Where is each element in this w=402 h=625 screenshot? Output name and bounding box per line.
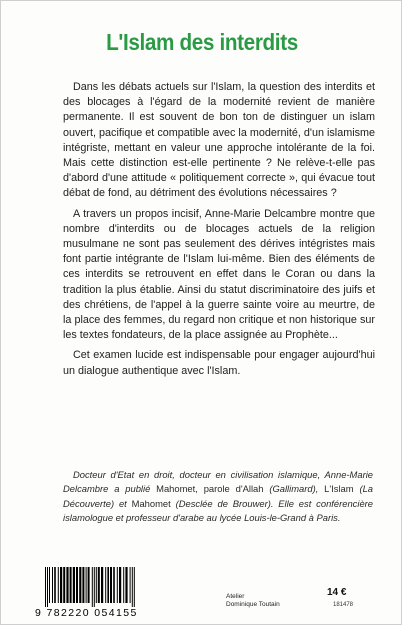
barcode-bar [76,567,78,603]
barcode-bar [79,567,81,603]
blurb [63,80,375,384]
bio-text-3: (La Découverte) et [63,483,373,509]
barcode-bar [70,567,72,603]
book-code: 181478 [333,602,354,608]
blurb-paragraph-2: A travers un propos incisif, Anne-Marie Delcambre montre que nombre d'interdits ou de blocages actuels de la religion musulmane ne sont pas seulement des dérives intégristes mais font partie intégrante de l'Islam lui-même. Bien des éléments de ces interdits se retrouvent en effet dans le Coran ou dans la tradition la plus établie. Ainsi du statut discriminatoire des juifs et des chrétiens, de l'appel à la guerre sainte voire au meurtre, de la place des femmes, du regard non critique et non historique sur les textes fondateurs, de la place assignée au Prophète... [63,207,375,342]
bio-text-1: Docteur d'Etat en droit, docteur en civilisation islamique, Anne-Marie Delcambre a publié [63,469,373,495]
barcode-bar [63,567,65,603]
publisher-line-2: Dominique Toutain [226,601,280,608]
barcode-bar [110,567,112,603]
barcode-bar [54,567,56,603]
barcode-bar [86,567,87,603]
author-bio [63,468,373,526]
barcode-bar [101,567,103,603]
barcode-bar [125,567,127,603]
barcode-bar [60,567,62,603]
blurb-paragraph-1: Dans les débats actuels sur l'Islam, la question des interdits et des blocages à l'égard de la modernité revient de manière permanente. Il est souvent de bon ton de distinguer un islam ouvert, pacifique et compatible avec la modernité, d'un islamisme intégriste, mettant en valeur une approche intolérante de la foi. Mais cette distinction est-elle pertinente ? Ne relève-t-elle pas d'abord d'une attitude « politiquement correcte », qui évacue tout débat de fond, au détriment des évolutions nécessaires ? [63,81,375,200]
barcode-bar [58,567,59,603]
barcode-bars [35,567,187,609]
bio-text-4: (Desclée de Brouwer). Elle est conférencière islamologue et professeur d'arabe au lycée Louis-le-Grand à Paris. [63,497,373,524]
bio-book-3: Mahomet [131,497,171,509]
barcode-bar [47,567,48,607]
barcode-bar [98,567,100,603]
bio-text-2: (Gallimard), [263,483,325,495]
bio-book-2: L'Islam [324,483,354,495]
barcode-bar [117,567,118,603]
barcode-bar [105,567,106,603]
publisher-line-1: Atelier [226,593,245,600]
barcode-number: 9 782220 054155 [35,607,138,619]
barcode-bar [134,567,135,607]
barcode-bar [113,567,115,603]
barcode-bar [52,567,53,603]
price-label: 14 € [327,587,347,598]
book-title: L'Islam des interdits [106,29,298,55]
blurb-paragraph-3: Cet examen lucide est indispensable pour engager aujourd'hui un dialogue authentique avec l'Islam. [63,349,375,377]
barcode-bar [94,567,95,607]
isbn-barcode [35,567,187,621]
barcode-bar [66,567,68,603]
bio-book-1: Mahomet, parole d'Allah [156,483,264,495]
barcode-bar [96,567,97,603]
barcode-bar [132,567,133,607]
barcode-bar [73,567,75,603]
barcode-bar [45,567,46,607]
barcode-bar [92,567,93,607]
publisher-credit [226,593,280,609]
barcode-bar [88,567,90,603]
barcode-bar [119,567,121,603]
barcode-bar [123,567,124,603]
barcode-bar [49,567,50,603]
barcode-bar [107,567,109,603]
barcode-bar [82,567,84,603]
barcode-bar [130,567,131,603]
